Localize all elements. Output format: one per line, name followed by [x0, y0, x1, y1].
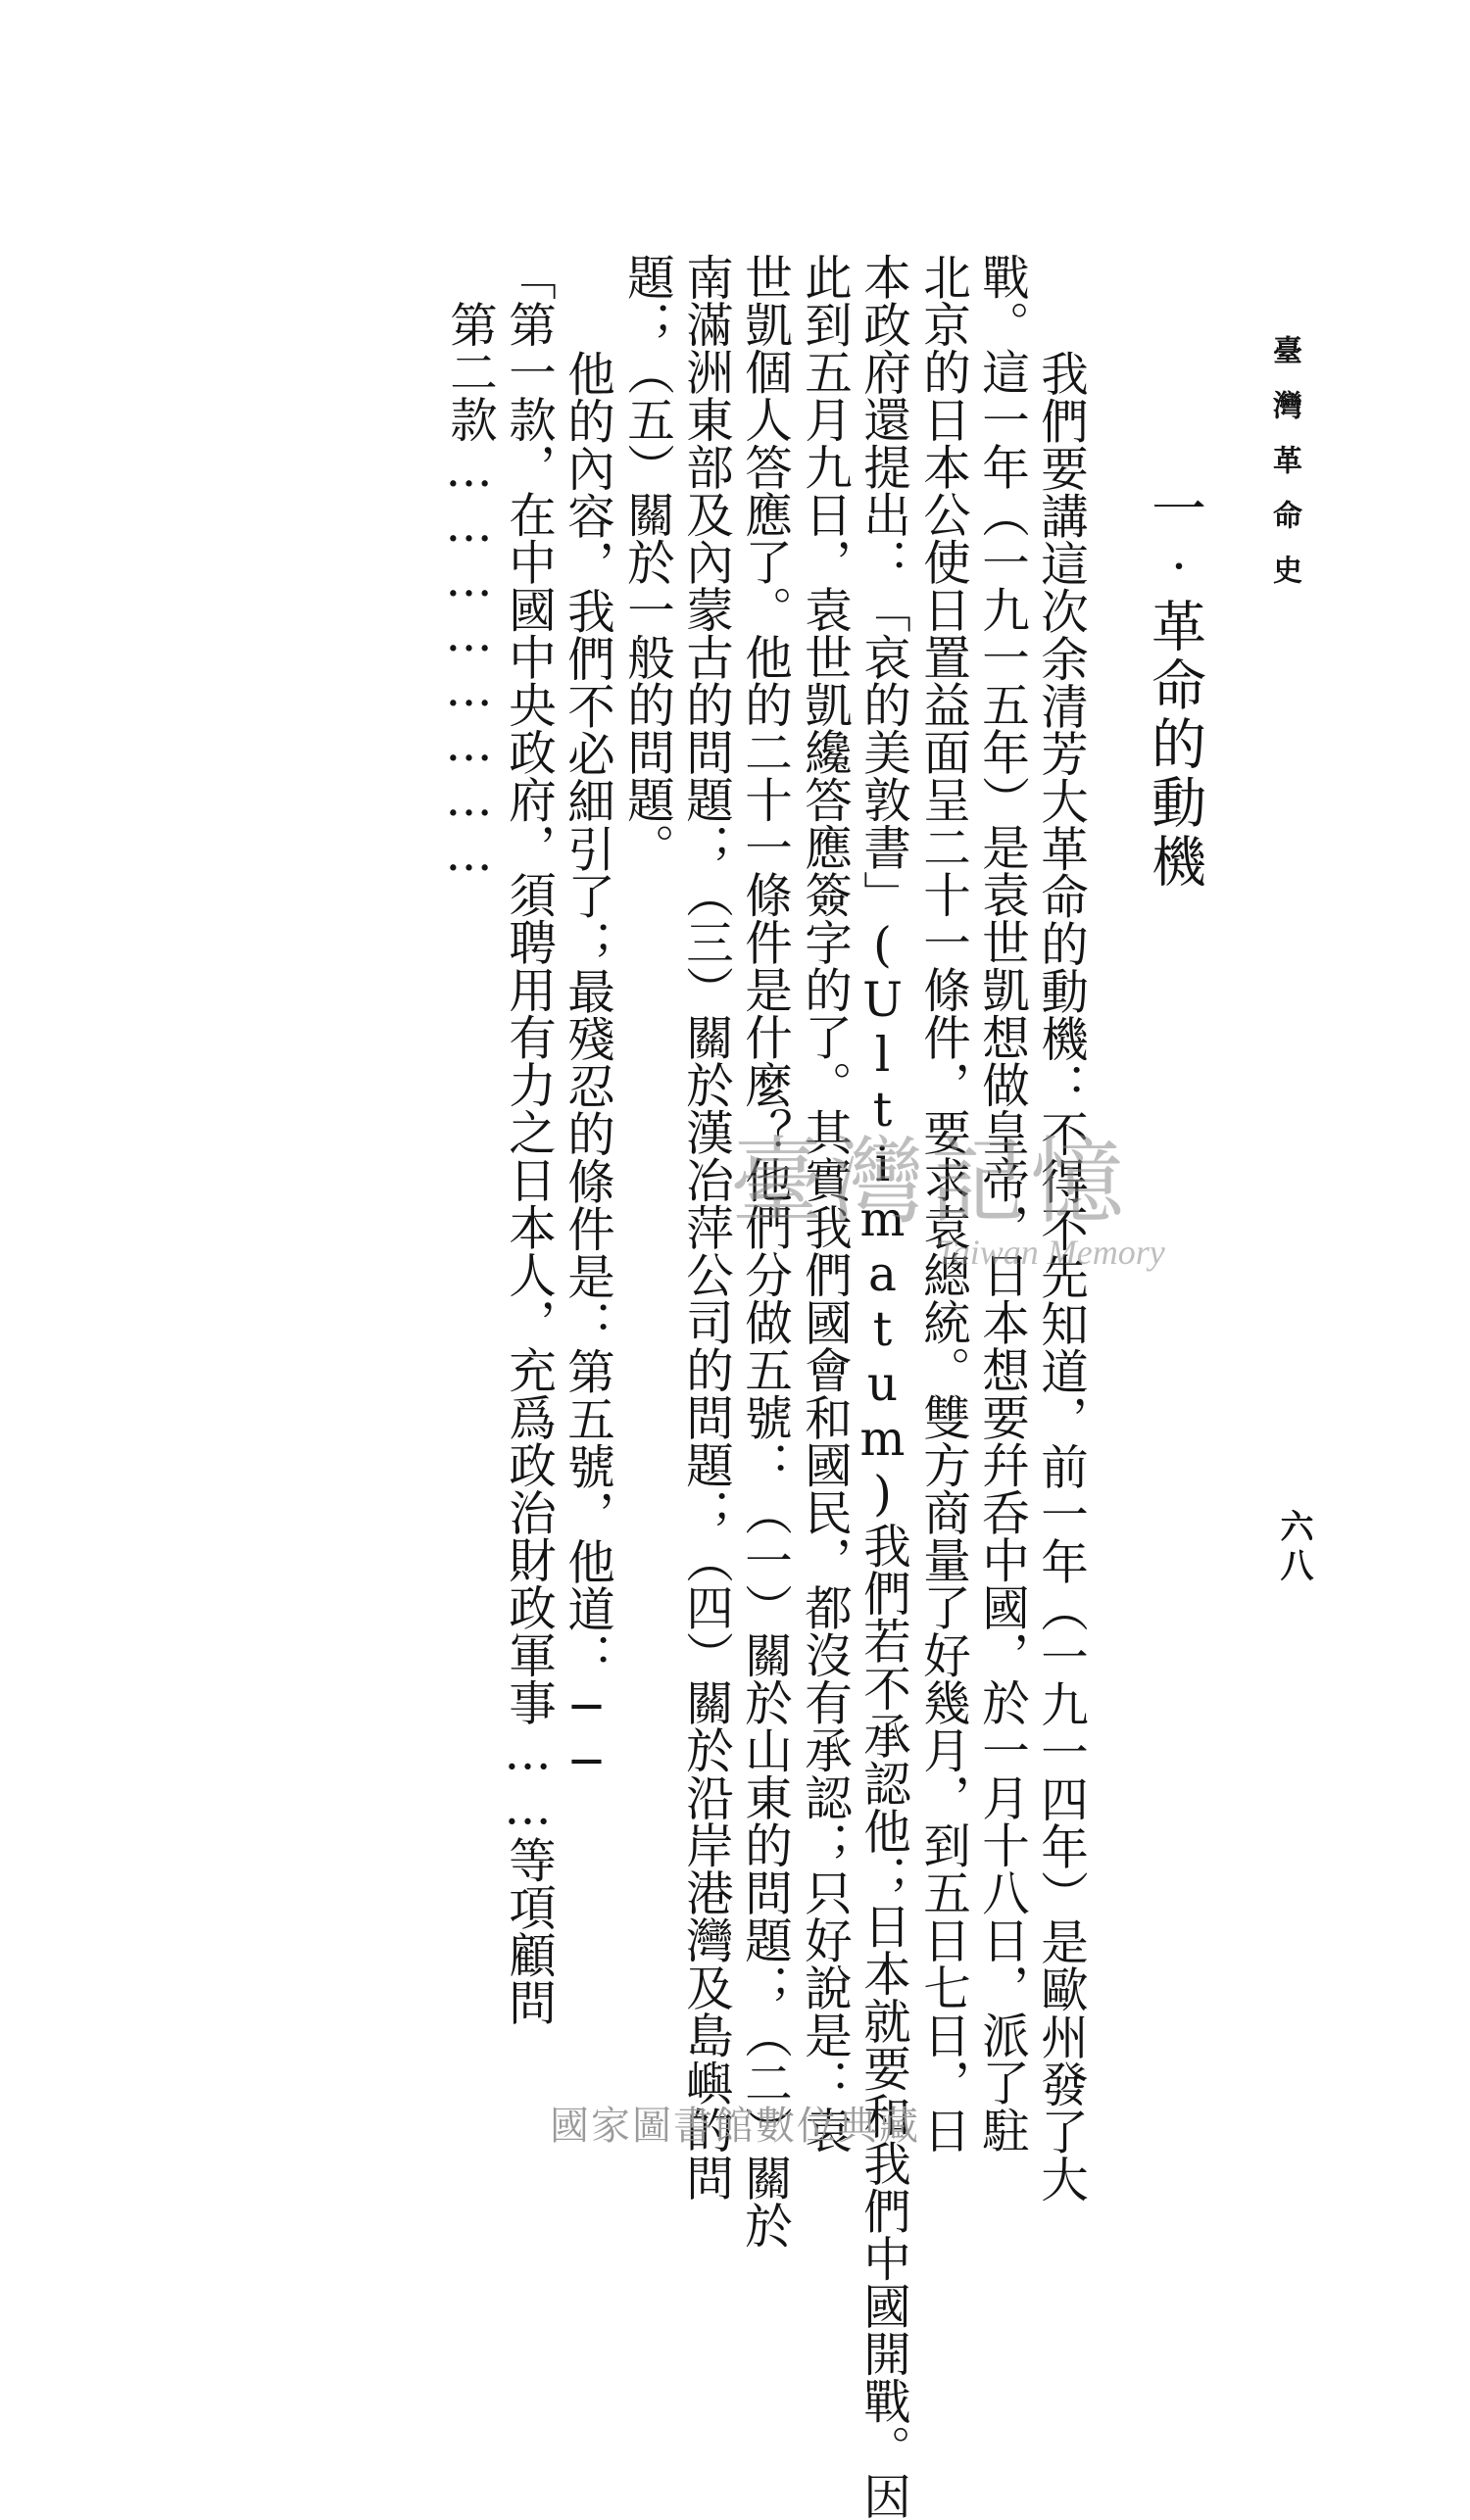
body-line-10: 「第一款，在中國中央政府，須聘用有力之日本人，充爲政治財政軍事……等項顧問	[500, 253, 556, 2026]
running-title: 臺灣革命史	[1267, 335, 1301, 609]
body-line-4: 本政府還提出：「哀的美敦書」(Ultimatum)我們若不承認他；日本就要和我們中國開戰。因	[855, 253, 910, 2520]
body-line-5: 此到五月九日，袁世凱纔答應簽字的了。其實我們國會和國民，都沒有承認；只好說是：袁	[796, 253, 852, 2154]
page-number: 六八	[1274, 1509, 1313, 1587]
body-line-11: 第二款……………………	[441, 253, 497, 882]
body-line-3: 北京的日本公使日置益面呈二十一條件，要求袁總統。雙方商量了好幾月，到五日七日，日	[914, 253, 970, 2154]
body-line-7: 南滿洲東部及內蒙古的問題；（三）關於漢冶萍公司的問題；（四）關於沿岸港灣及島嶼的問	[677, 253, 733, 2202]
body-line-1: 我們要講這次余清芳大革命的動機：不得不先知道，前一年（一九一四年）是歐州發了大	[1032, 302, 1088, 2203]
watermark-english: Taiwan Memory	[936, 1233, 1165, 1272]
section-heading: 一‧革命的動機	[1143, 480, 1206, 892]
body-line-2: 戰。這一年（一九一五年）是袁世凱想做皇帝，日本想要幷呑中國，於一月十八日，派了駐	[973, 253, 1029, 2154]
body-line-9: 他的內容，我們不必細引了；最殘忍的條件是：第五號，他道：──	[559, 302, 614, 1790]
body-line-8: 題；（五）關於一般的問題。	[618, 253, 674, 871]
footer-credit: 國家圖書館數位典藏	[550, 2104, 920, 2149]
watermark-chinese: 臺灣記憶	[730, 1127, 1130, 1236]
body-line-6: 世凱個人答應了。他的二十一條件是什麼？他們分做五號：（一）關於山東的問題；（二）關於	[736, 253, 792, 2249]
